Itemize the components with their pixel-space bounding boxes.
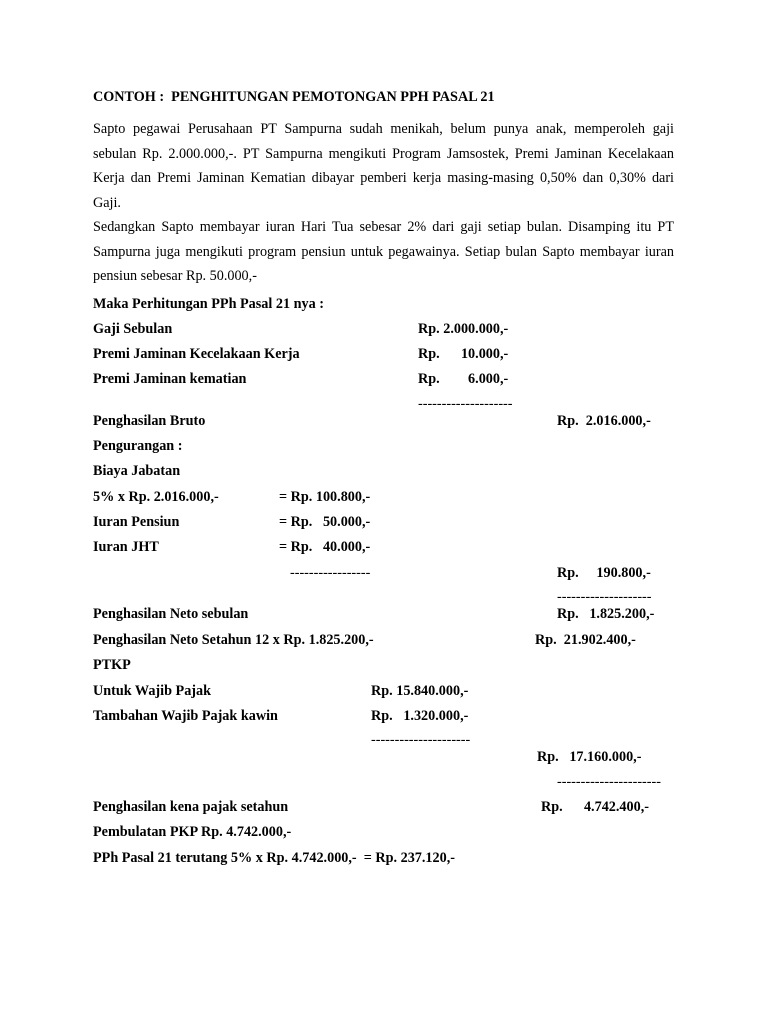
pkp-label: Penghasilan kena pajak setahun bbox=[93, 799, 289, 815]
pkp-value: Rp. 4.742.400,- bbox=[541, 799, 649, 815]
separator-3: -------------------- bbox=[557, 589, 652, 605]
separator-4: --------------------- bbox=[371, 732, 471, 748]
wajib-pajak-kawin-value: Rp. 1.320.000,- bbox=[371, 708, 469, 724]
wajib-pajak-label: Untuk Wajib Pajak bbox=[93, 683, 212, 699]
separator-5: ---------------------- bbox=[557, 774, 661, 790]
intro-paragraph-1: Sapto pegawai Perusahaan PT Sampurna sudah menikah, belum punya anak, memperoleh gaji sebulan Rp. 2.000.000,-. PT Sampurna mengikuti Program Jamsostek, Premi Jaminan Kecelakaan Kerja dan Premi Jaminan Kematian dibayar pemberi kerja masing-masing 0,50% dan 0,30% dari Gaji. bbox=[93, 121, 674, 211]
wajib-pajak-value: Rp. 15.840.000,- bbox=[371, 683, 469, 699]
biaya-jabatan-value: = Rp. 100.800,- bbox=[279, 489, 371, 505]
bruto-value: Rp. 2.016.000,- bbox=[557, 413, 651, 429]
iuran-jht-label: Iuran JHT bbox=[93, 539, 159, 555]
pph-terutang: PPh Pasal 21 terutang 5% x Rp. 4.742.000,- = Rp. 237.120,- bbox=[93, 850, 455, 866]
jkm-label: Premi Jaminan kematian bbox=[93, 371, 247, 387]
neto-setahun-value: Rp. 21.902.400,- bbox=[535, 632, 636, 648]
jkm-value: Rp. 6.000,- bbox=[418, 371, 509, 387]
neto-label: Penghasilan Neto sebulan bbox=[93, 606, 249, 622]
biaya-jabatan-label: Biaya Jabatan bbox=[93, 463, 181, 479]
calc-heading: Maka Perhitungan PPh Pasal 21 nya : bbox=[93, 296, 324, 312]
biaya-jabatan-formula: 5% x Rp. 2.016.000,- bbox=[93, 489, 219, 505]
intro-text bbox=[93, 117, 674, 289]
bruto-label: Penghasilan Bruto bbox=[93, 413, 206, 429]
iuran-pensiun-value: = Rp. 50.000,- bbox=[279, 514, 371, 530]
jkk-label: Premi Jaminan Kecelakaan Kerja bbox=[93, 346, 300, 362]
intro-paragraph-2: Sedangkan Sapto membayar iuran Hari Tua sebesar 2% dari gaji setiap bulan. Disamping itu PT Sampurna juga mengikuti program pensiun untuk pegawainya. Setiap bulan Sapto membayar iuran pensiun sebesar Rp. 50.000,- bbox=[93, 219, 674, 284]
ptkp-total: Rp. 17.160.000,- bbox=[537, 749, 642, 765]
separator-1: -------------------- bbox=[418, 396, 513, 412]
neto-setahun-label: Penghasilan Neto Setahun 12 x Rp. 1.825.200,- bbox=[93, 632, 374, 648]
document-title: CONTOH : PENGHITUNGAN PEMOTONGAN PPH PASAL 21 bbox=[93, 89, 495, 105]
wajib-pajak-kawin-label: Tambahan Wajib Pajak kawin bbox=[93, 708, 278, 724]
pengurangan-total: Rp. 190.800,- bbox=[557, 565, 651, 581]
separator-2: ----------------- bbox=[290, 565, 371, 581]
neto-value: Rp. 1.825.200,- bbox=[557, 606, 655, 622]
iuran-jht-value: = Rp. 40.000,- bbox=[279, 539, 371, 555]
gaji-label: Gaji Sebulan bbox=[93, 321, 173, 337]
gaji-value: Rp. 2.000.000,- bbox=[418, 321, 509, 337]
jkk-value: Rp. 10.000,- bbox=[418, 346, 509, 362]
ptkp-label: PTKP bbox=[93, 657, 131, 673]
iuran-pensiun-label: Iuran Pensiun bbox=[93, 514, 180, 530]
pembulatan-pkp: Pembulatan PKP Rp. 4.742.000,- bbox=[93, 824, 292, 840]
pengurangan-label: Pengurangan : bbox=[93, 438, 183, 454]
